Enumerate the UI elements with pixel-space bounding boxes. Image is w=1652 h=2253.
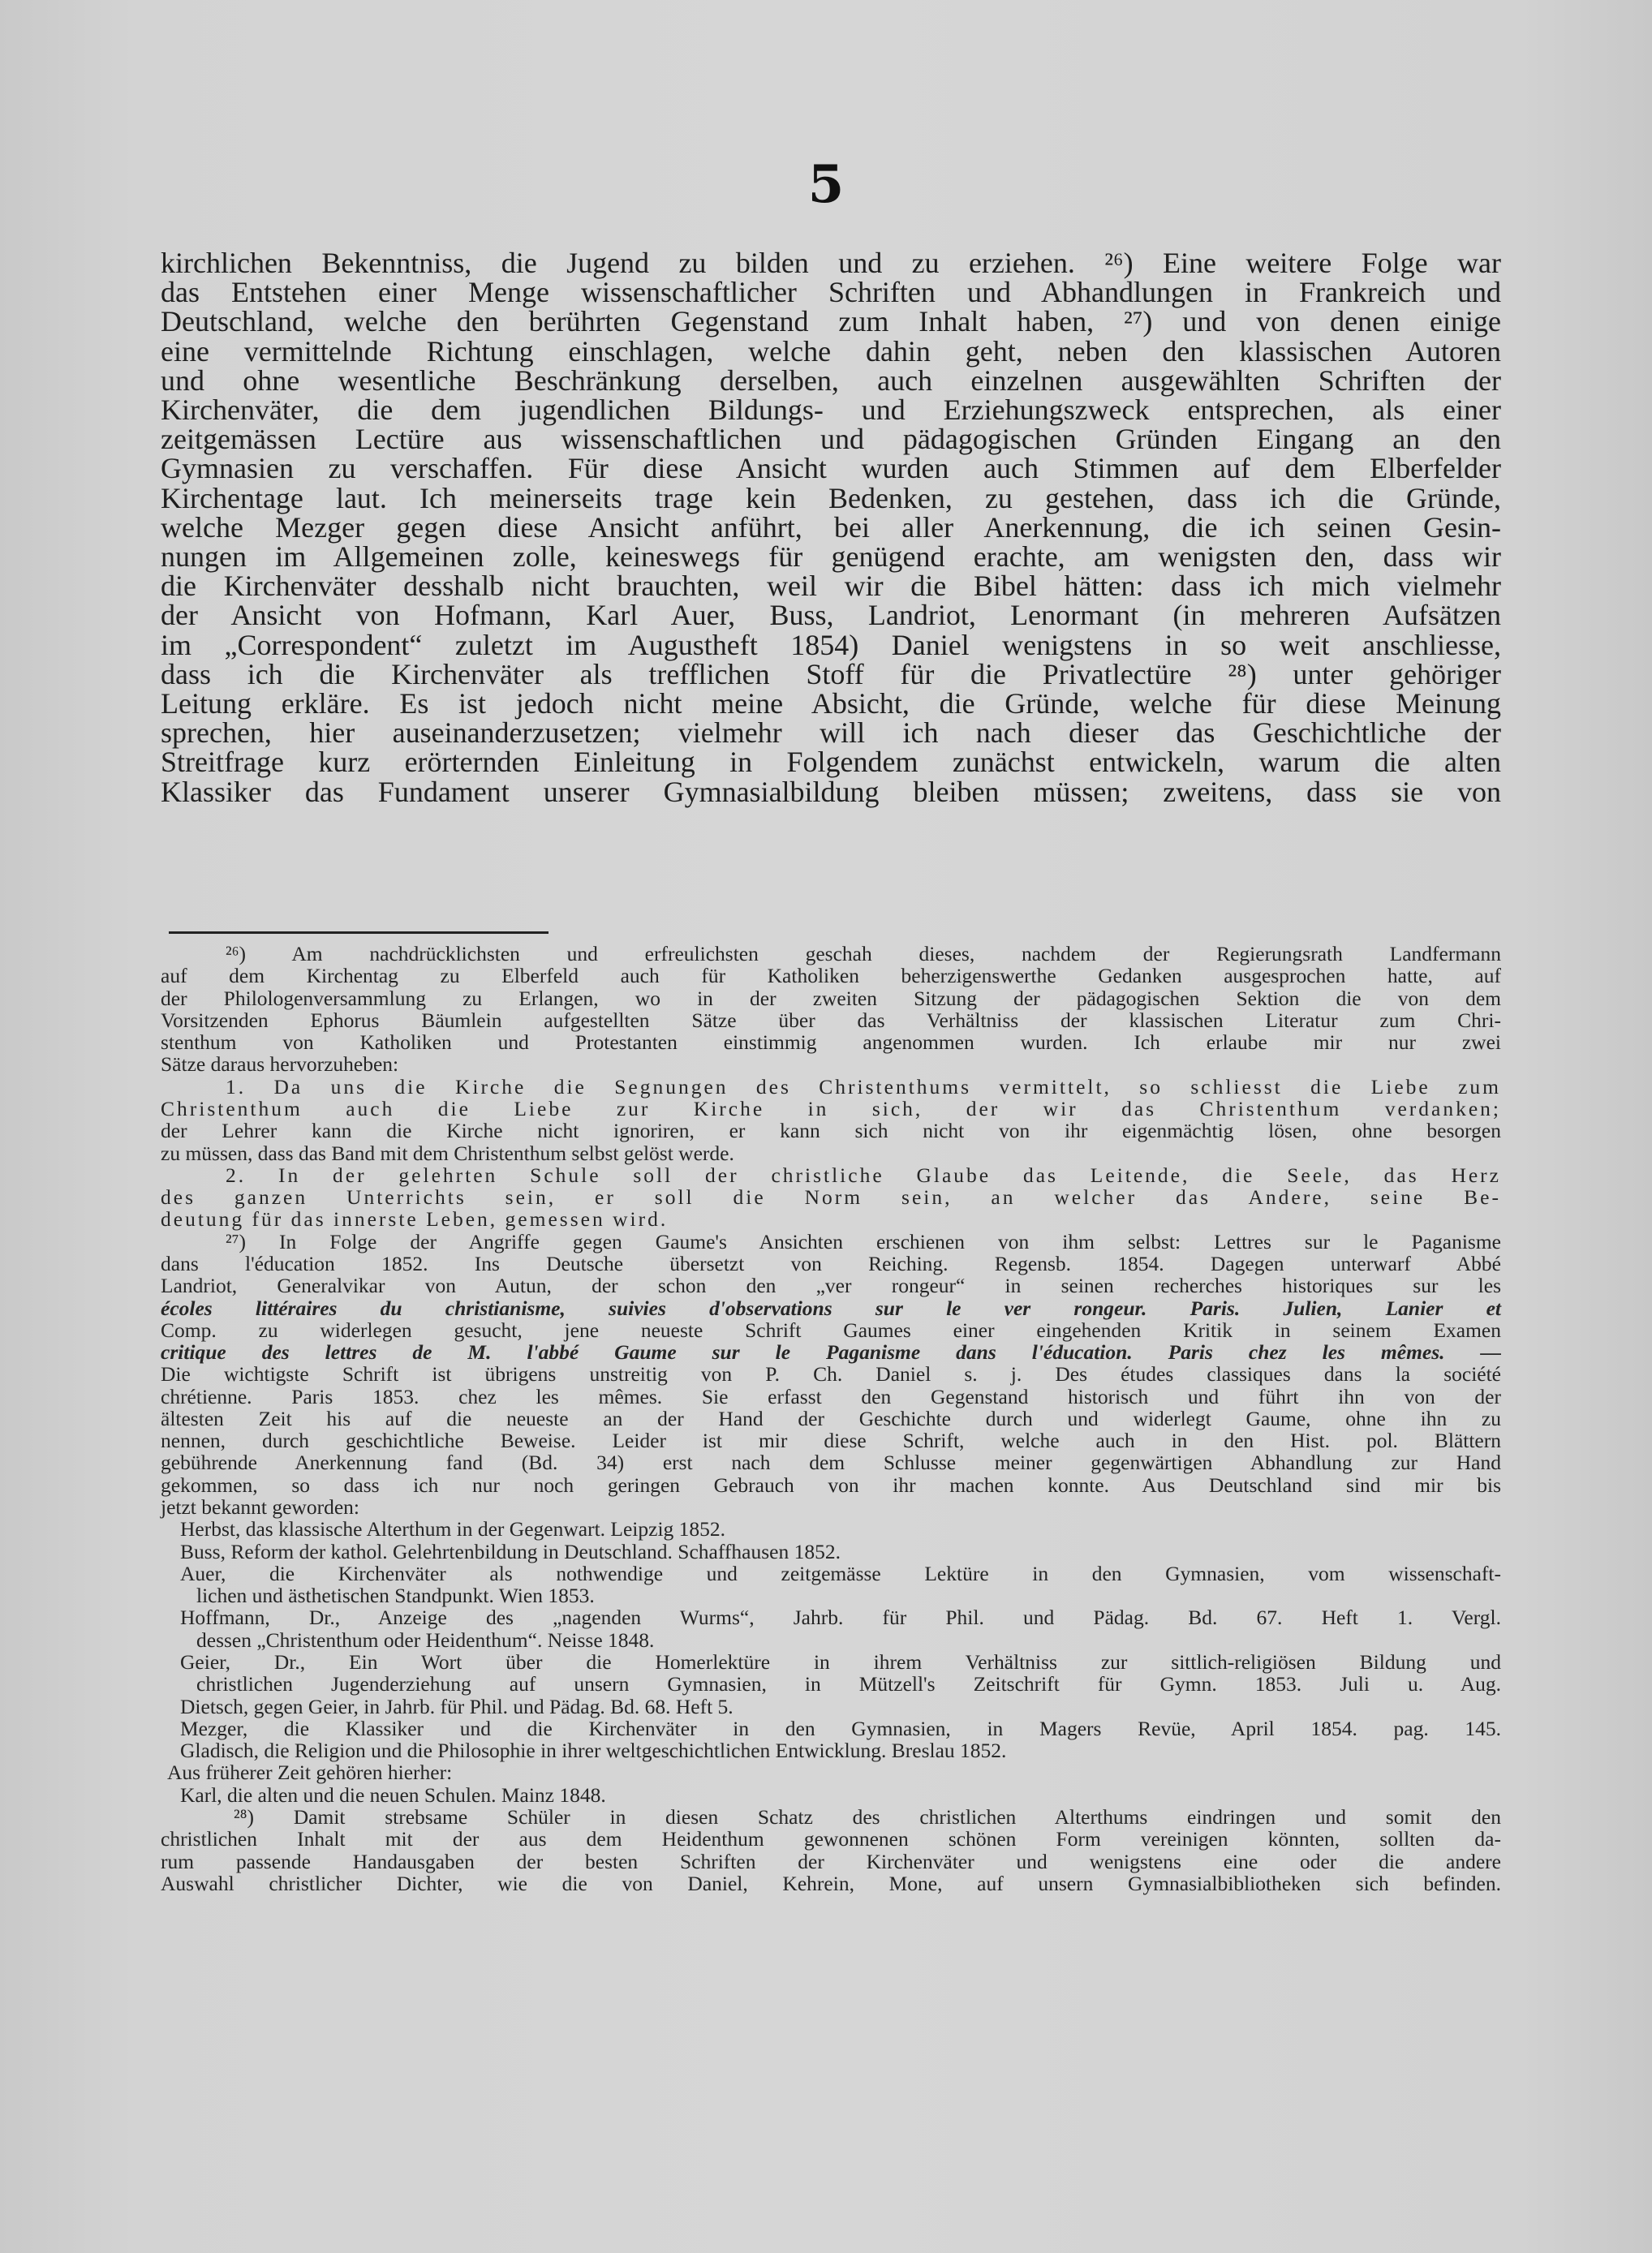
footnote-26-line: stenthum von Katholiken und Protestanten einstimmig angenommen wurden. Ich erlaube mir nur zwei xyxy=(161,1030,1501,1055)
footnote-27-line: Comp. zu widerlegen gesucht, jene neueste Schrift Gaumes einer eingehenden Kritik in seinem Examen xyxy=(161,1318,1501,1342)
bibliography-entry: Dietsch, gegen Geier, in Jahrb. für Phil. und Pädag. Bd. 68. Heft 5. xyxy=(180,1694,734,1718)
bibliography-entry-continuation: christlichen Jugenderziehung auf unsern Gymnasien, in Mützell's Zeitschrift für Gymn. 1853. Juli u. Aug. xyxy=(196,1672,1501,1696)
body-line: Klassiker das Fundament unserer Gymnasialbildung bleiben müssen; zweitens, dass sie von xyxy=(161,775,1501,808)
footnote-26-thesis-line: deutung für das innerste Leben, gemessen wird. xyxy=(161,1207,669,1232)
body-line: welche Mezger gegen diese Ansicht anführt, bei aller Anerkennung, die ich seinen Gesin- xyxy=(161,510,1501,544)
bibliography-entry-continuation: lichen und ästhetischen Standpunkt. Wien 1853. xyxy=(196,1584,595,1608)
footnote-26-line: ²⁶) Am nachdrücklichsten und erfreulichsten geschah dieses, nachdem der Regierungsrath Landfermann xyxy=(226,942,1501,965)
footnote-26-line: der Philologenversammlung zu Erlangen, wo in der zweiten Sitzung der pädagogischen Sektion die von dem xyxy=(161,986,1501,1010)
page-number: 5 xyxy=(807,154,845,215)
footnote-27-line: écoles littéraires du christianisme, suivies d'observations sur le ver rongeur. Paris. Julien, Lanier et xyxy=(161,1296,1501,1320)
footnote-27-line: critique des lettres de M. l'abbé Gaume sur le Paganisme dans l'éducation. Paris chez les mêmes. — xyxy=(161,1340,1501,1365)
bibliography-entry-continuation: dessen „Christenthum oder Heidenthum“. Neisse 1848. xyxy=(196,1627,655,1652)
bibliography-entry: Karl, die alten und die neuen Schulen. Mainz 1848. xyxy=(180,1782,606,1807)
footnote-27-line: Landriot, Generalvikar von Autun, der schon den „ver rongeur“ in seinen recherches historiques sur les xyxy=(161,1274,1501,1298)
body-line: kirchlichen Bekenntniss, die Jugend zu bilden und zu erziehen. ²⁶) Eine weitere Folge war xyxy=(161,247,1501,279)
body-line: eine vermittelnde Richtung einschlagen, welche dahin geht, neben den klassischen Autoren xyxy=(161,334,1501,368)
body-line: Streitfrage kurz erörternden Einleitung in Folgendem zunächst entwickeln, warum die alten xyxy=(161,746,1501,779)
footnote-27-line: ²⁷) In Folge der Angriffe gegen Gaume's Ansichten erschienen von ihm selbst: Lettres sur le Paganisme xyxy=(226,1229,1501,1253)
bibliography-entry: Gladisch, die Religion und die Philosophie in ihrer weltgeschichtlichen Entwicklung. Breslau 1852. xyxy=(180,1739,1007,1763)
footnote-26-line: Vorsitzenden Ephorus Bäumlein aufgestellten Sätze über das Verhältniss der klassischen Literatur zum Chri- xyxy=(161,1008,1501,1032)
footnote-26-thesis-line: der Lehrer kann die Kirche nicht ignoriren, er kann sich nicht von ihr eigenmächtig lösen, ohne besorgen xyxy=(161,1119,1501,1143)
body-line: Kirchenväter, die dem jugendlichen Bildungs- und Erziehungszweck entsprechen, als einer xyxy=(161,393,1501,427)
footnote-27-line: gebührende Anerkennung fand (Bd. 34) erst nach dem Schlusse meiner gegenwärtigen Abhandlung zur Hand xyxy=(161,1451,1501,1475)
body-line: nungen im Allgemeinen zolle, keineswegs für genügend erachte, am wenigsten den, dass wir xyxy=(161,540,1501,574)
main-body-text xyxy=(161,248,1501,806)
footnote-26-line: Sätze daraus hervorzuheben: xyxy=(161,1052,399,1077)
footnote-28-line: christlichen Inhalt mit der aus dem Heidenthum gewonnenen schönen Form vereinigen könnten, sollten da- xyxy=(161,1827,1501,1851)
footnote-28-line: Auswahl christlicher Dichter, wie die von Daniel, Kehrein, Mone, auf unsern Gymnasialbibliotheken sich befinden. xyxy=(161,1871,1501,1895)
footnote-27-line: dans l'éducation 1852. Ins Deutsche übersetzt von Reiching. Regensb. 1854. Dagegen unterwarf Abbé xyxy=(161,1251,1501,1275)
footnote-27-line: jetzt bekannt geworden: xyxy=(161,1495,359,1520)
footnote-28-line: ²⁸) Damit strebsame Schüler in diesen Schatz des christlichen Alterthums eindringen und somit den xyxy=(234,1804,1501,1829)
body-line: Kirchentage laut. Ich meinerseits trage kein Bedenken, zu gestehen, dass ich die Gründe, xyxy=(161,481,1501,514)
bibliography-entry: Geier, Dr., Ein Wort über die Homerlektüre in ihrem Verhältniss zur sittlich-religiösen Bildung und xyxy=(180,1650,1501,1674)
footnote-27-line: chrétienne. Paris 1853. chez les mêmes. Sie erfasst den Gegenstand historisch und führt ihn von der xyxy=(161,1384,1501,1408)
footnote-28-line: rum passende Handausgaben der besten Schriften der Kirchenväter und wenigstens eine oder die andere xyxy=(161,1849,1501,1873)
body-line: dass ich die Kirchenväter als trefflichen Stoff für die Privatlectüre ²⁸) unter gehöriger xyxy=(161,657,1501,690)
body-line: Deutschland, welche den berührten Gegenstand zum Inhalt haben, ²⁷) und von denen einige xyxy=(161,305,1501,338)
body-line: im „Correspondent“ zuletzt im Augustheft 1854) Daniel wenigstens in so weit anschliesse, xyxy=(161,628,1501,661)
footnote-26-thesis-line: des ganzen Unterrichts sein, er soll die Norm sein, an welcher das Andere, seine Be- xyxy=(161,1185,1501,1210)
bibliography-entry: Auer, die Kirchenväter als nothwendige und zeitgemässe Lektüre in den Gymnasien, vom wissenschaft- xyxy=(180,1561,1501,1585)
footnote-26-thesis-line: zu müssen, dass das Band mit dem Christenthum selbst gelöst werde. xyxy=(161,1141,734,1165)
bibliography-heading: Aus früherer Zeit gehören hierher: xyxy=(167,1761,453,1785)
footnote-27-line: ältesten Zeit his auf die neueste an der Hand der Geschichte durch und widerlegt Gaume, ohne ihn zu xyxy=(161,1406,1501,1430)
footnote-26-line: auf dem Kirchentag zu Elberfeld auch für Katholiken beherzigenswerthe Gedanken ausgesprochen hatte, auf xyxy=(161,964,1501,988)
bibliography-entry: Hoffmann, Dr., Anzeige des „nagenden Wurms“, Jahrb. für Phil. und Pädag. Bd. 67. Heft 1. Vergl. xyxy=(180,1606,1501,1630)
footnote-26-thesis-line: 1. Da uns die Kirche die Segnungen des Christenthums vermittelt, so schliesst die Liebe zum xyxy=(226,1074,1501,1099)
bibliography-entry: Herbst, das klassische Alterthum in der Gegenwart. Leipzig 1852. xyxy=(180,1517,726,1541)
body-line: das Entstehen einer Menge wissenschaftlicher Schriften und Abhandlungen in Frankreich und xyxy=(161,276,1501,309)
footnote-27-line: Die wichtigste Schrift ist übrigens unstreitig von P. Ch. Daniel s. j. Des études classiques dans la société xyxy=(161,1362,1501,1387)
footnote-separator-rule xyxy=(169,931,549,934)
footnote-26-thesis-line: Christenthum auch die Liebe zur Kirche in sich, der wir das Christenthum verdanken; xyxy=(161,1096,1501,1120)
footnote-27-line: gekommen, so dass ich nur noch geringen Gebrauch von ihr machen konnte. Aus Deutschland sind mir bis xyxy=(161,1473,1501,1497)
body-line: und ohne wesentliche Beschränkung derselben, auch einzelnen ausgewählten Schriften der xyxy=(161,363,1501,397)
body-line: zeitgemässen Lectüre aus wissenschaftlichen und pädagogischen Gründen Eingang an den xyxy=(161,423,1501,456)
footnotes xyxy=(161,943,1501,1894)
bibliography-entry: Mezger, die Klassiker und die Kirchenväter in den Gymnasien, in Magers Revüe, April 1854. pag. 145. xyxy=(180,1716,1501,1740)
body-line: Gymnasien zu verschaffen. Für diese Ansicht wurden auch Stimmen auf dem Elberfelder xyxy=(161,452,1501,485)
footnote-26-thesis-line: 2. In der gelehrten Schule soll der christliche Glaube das Leitende, die Seele, das Herz xyxy=(226,1163,1501,1187)
body-line: der Ansicht von Hofmann, Karl Auer, Buss, Landriot, Lenormant (in mehreren Aufsätzen xyxy=(161,599,1501,632)
body-line: die Kirchenväter desshalb nicht brauchten, weil wir die Bibel hätten: dass ich mich vielmehr xyxy=(161,570,1501,603)
footnote-27-line: nennen, durch geschichtliche Beweise. Leider ist mir diese Schrift, welche auch in den Hist. pol. Blättern xyxy=(161,1429,1501,1453)
body-line: Leitung erkläre. Es ist jedoch nicht meine Absicht, die Gründe, welche für diese Meinung xyxy=(161,687,1501,720)
body-line: sprechen, hier auseinanderzusetzen; vielmehr will ich nach dieser das Geschichtliche der xyxy=(161,716,1501,750)
bibliography-entry: Buss, Reform der kathol. Gelehrtenbildung in Deutschland. Schaffhausen 1852. xyxy=(180,1539,841,1563)
